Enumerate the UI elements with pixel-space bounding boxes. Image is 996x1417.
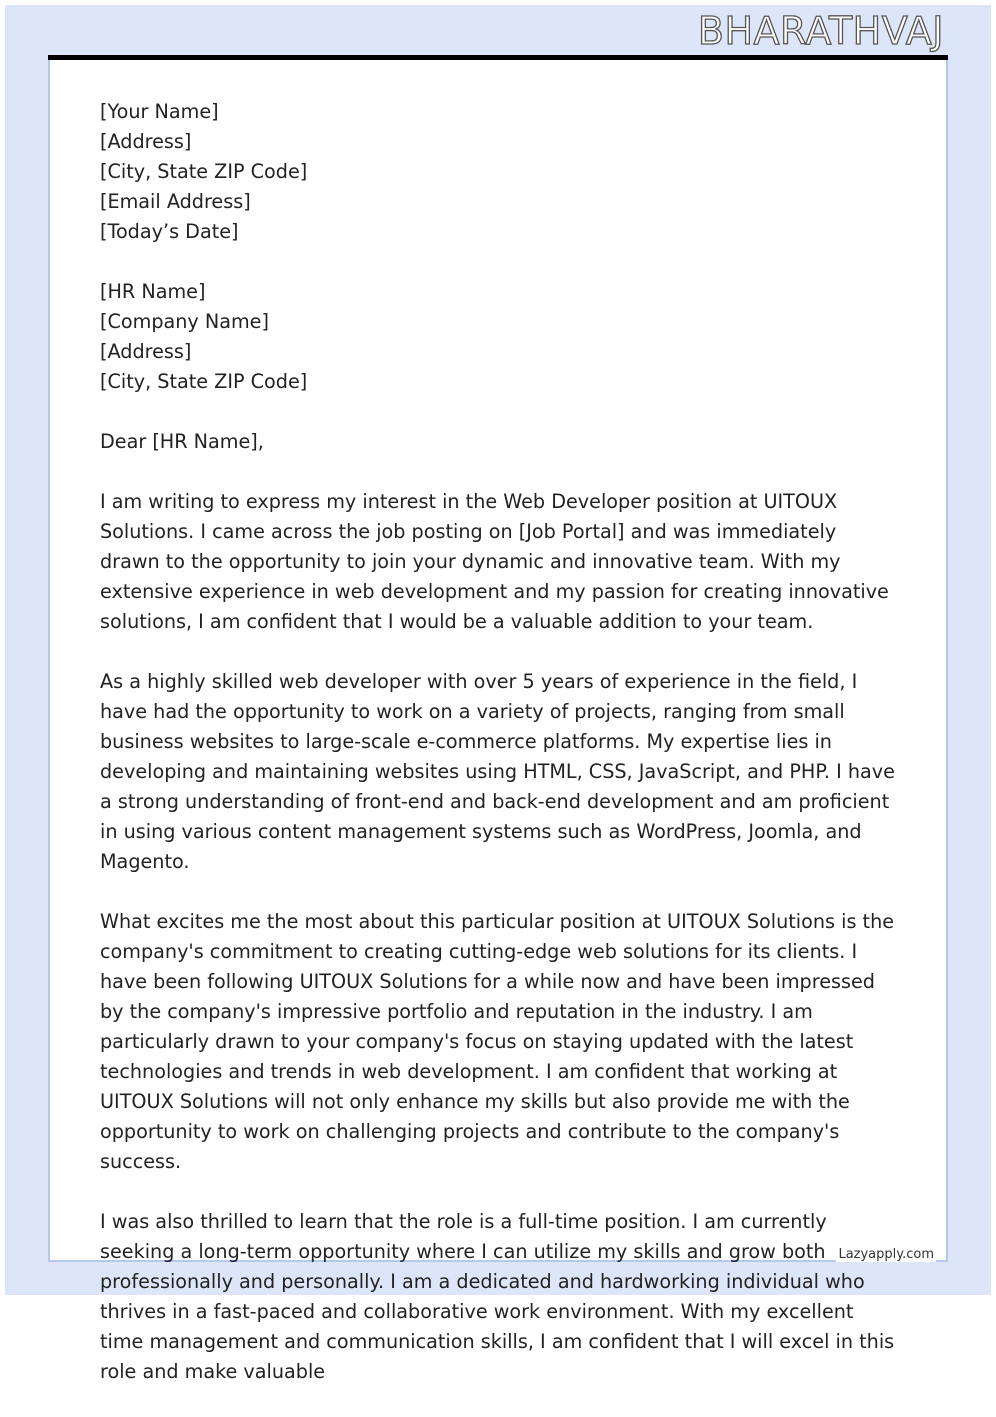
recipient-company: [Company Name] bbox=[100, 310, 269, 333]
salutation: Dear [HR Name], bbox=[100, 430, 264, 453]
sender-email: [Email Address] bbox=[100, 190, 251, 213]
recipient-city-state-zip: [City, State ZIP Code] bbox=[100, 370, 308, 393]
body-paragraph: I was also thrilled to learn that the role is a full-time position. I am currently seeking a long-term opportunity where I can utilize my skills and grow both professionally and personally. I am a dedicated and hardworking individual who thrives in a fast-paced and collaborative work environment. With my excellent time management and communication skills, I am confident that I will excel in this role and make valuable bbox=[100, 1210, 895, 1383]
watermark-text: Lazyapply.com bbox=[838, 1247, 934, 1262]
sender-city-state-zip: [City, State ZIP Code] bbox=[100, 160, 308, 183]
sender-block bbox=[100, 97, 900, 247]
sender-name: [Your Name] bbox=[100, 100, 219, 123]
letter-date: [Today’s Date] bbox=[100, 220, 239, 243]
recipient-hr-name: [HR Name] bbox=[100, 280, 206, 303]
spacer bbox=[100, 397, 900, 427]
body-paragraph: As a highly skilled web developer with over 5 years of experience in the field, I have had the opportunity to work on a variety of projects, ranging from small business websites to large-scale e-commerce platforms. My expertise lies in developing and maintaining websites using HTML, CSS, JavaScript, and PHP. I have a strong understanding of front-end and back-end development and am proficient in using various content management systems such as WordPress, Joomla, and Magento. bbox=[100, 670, 895, 873]
cover-letter bbox=[100, 97, 900, 1417]
sender-address: [Address] bbox=[100, 130, 192, 153]
recipient-block bbox=[100, 277, 900, 397]
header-name: BHARATHVAJ bbox=[697, 9, 944, 53]
recipient-address: [Address] bbox=[100, 340, 192, 363]
body-paragraph: I am writing to express my interest in the Web Developer position at UITOUX Solutions. I came across the job posting on [Job Portal] and was immediately drawn to the opportunity to join your dynamic and innovative team. With my extensive experience in web development and my passion for creating innovative solutions, I am confident that I would be a valuable addition to your team. bbox=[100, 490, 889, 633]
spacer bbox=[100, 247, 900, 277]
body-paragraph: What excites me the most about this particular position at UITOUX Solutions is the company's commitment to creating cutting-edge web solutions for its clients. I have been following UITOUX Solutions for a while now and have been impressed by the company's impressive portfolio and reputation in the industry. I am particularly drawn to your company's focus on staying updated with the latest technologies and trends in web development. I am confident that working at UITOUX Solutions will not only enhance my skills but also provide me with the opportunity to work on challenging projects and contribute to the company's success. bbox=[100, 910, 895, 1173]
